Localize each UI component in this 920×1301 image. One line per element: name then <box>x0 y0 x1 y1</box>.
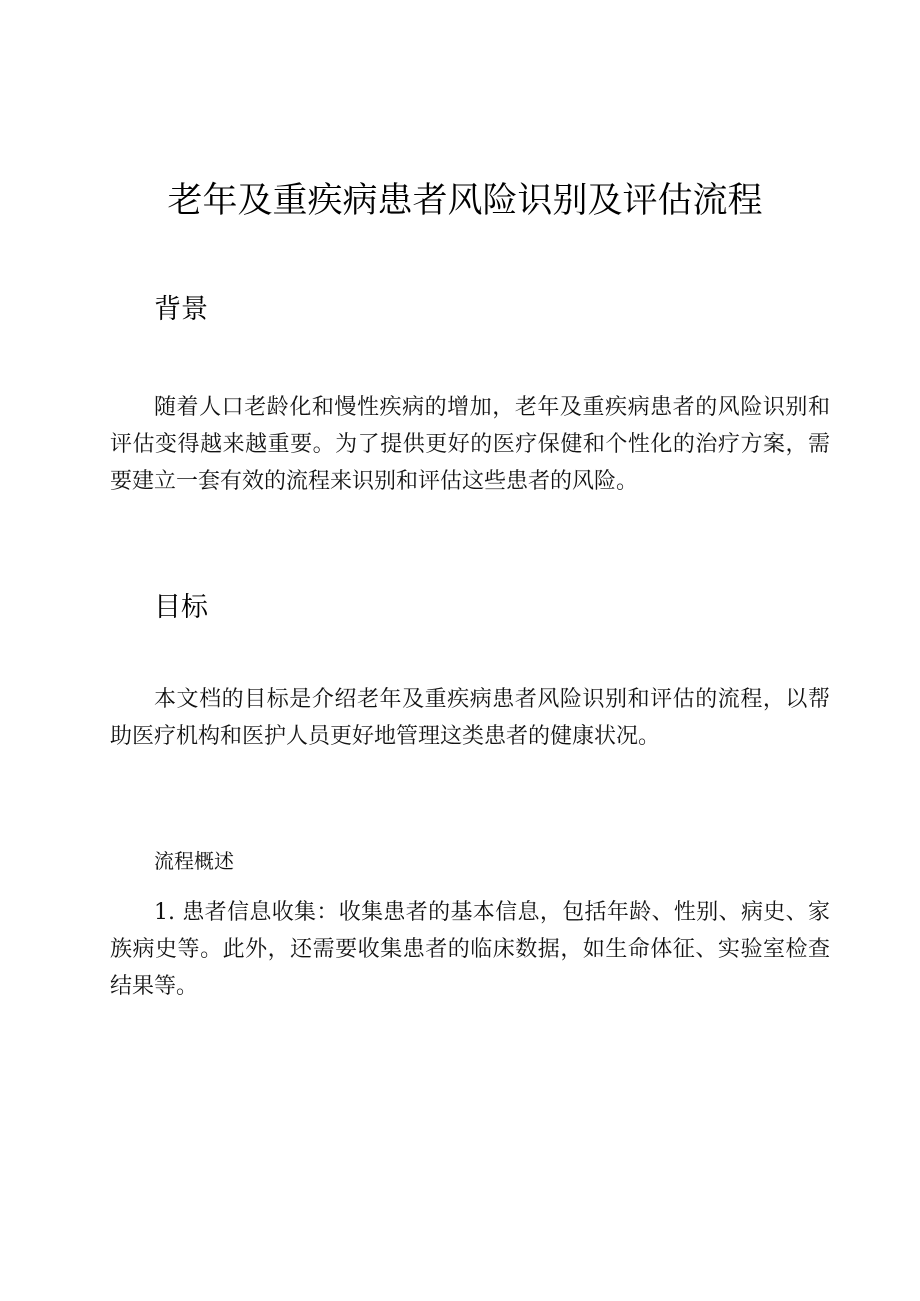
document-title: 老年及重疾病患者风险识别及评估流程 <box>167 181 763 221</box>
process-step-1: 1. 患者信息收集：收集患者的基本信息，包括年龄、性别、病史、家族病史等。此外，还需要收集患者的临床数据，如生命体征、实验室检查结果等。 <box>110 900 830 999</box>
section-heading-background: 背景 <box>154 294 208 325</box>
section-heading-process: 流程概述 <box>154 849 234 873</box>
section-body-goal: 本文档的目标是介绍老年及重疾病患者风险识别和评估的流程，以帮助医疗机构和医护人员更好地管理这类患者的健康状况。 <box>110 687 830 749</box>
section-body-background: 随着人口老龄化和慢性疾病的增加，老年及重疾病患者的风险识别和评估变得越来越重要。为了提供更好的医疗保健和个性化的治疗方案，需要建立一套有效的流程来识别和评估这些患者的风险。 <box>110 395 830 494</box>
section-heading-goal: 目标 <box>154 592 208 623</box>
